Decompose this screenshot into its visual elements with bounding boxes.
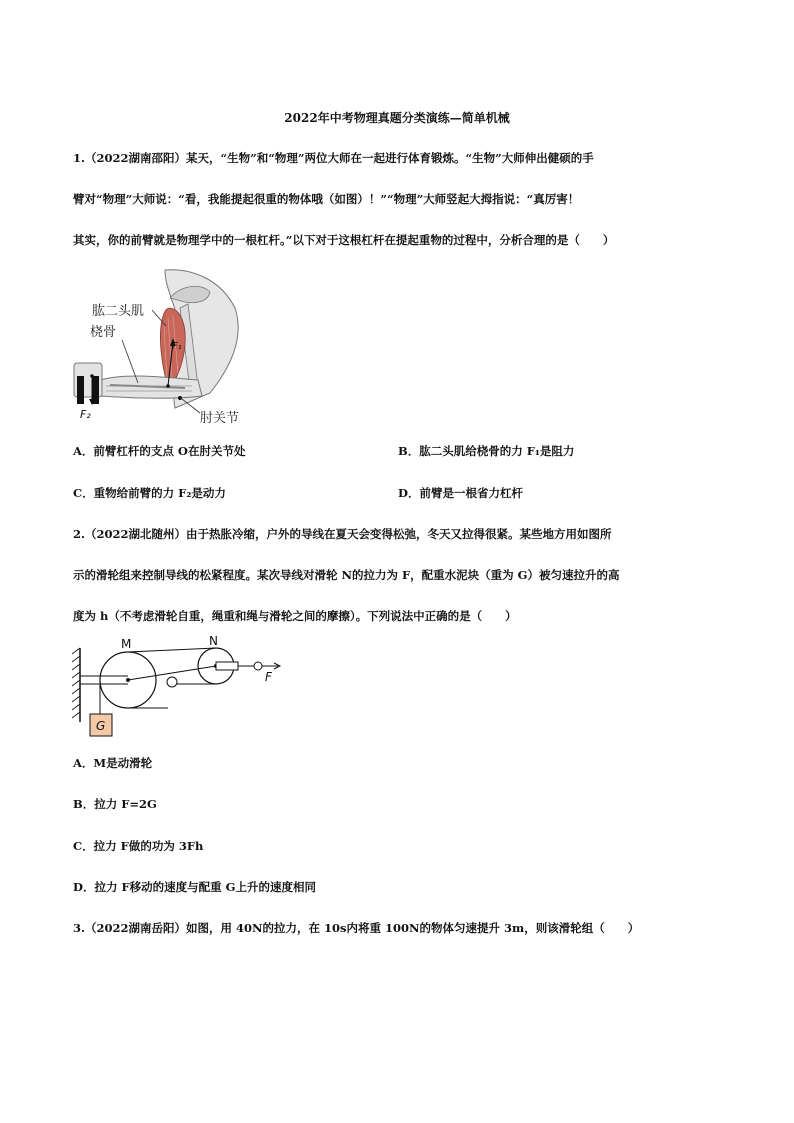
question-3-text-line-1: 3.（2022湖南岳阳）如图，用 40N的拉力，在 10s内将重 100N的物体匀速提升 3m，则该滑轮组（ ） — [73, 921, 640, 935]
question-1-text-line-2: 臂对“物理”大师说：“看，我能提起很重的物体哦（如图）！”“物理”大师竖起大拇指说：“真厉害！ — [73, 192, 580, 206]
question-2-option-c: C．拉力 F做的功为 3Fh — [73, 839, 204, 853]
label-radius: 桡骨 — [90, 325, 117, 340]
question-2-option-b: B．拉力 F=2G — [73, 797, 157, 811]
question-1-option-c: C．重物给前臂的力 F₂是动力 — [73, 486, 226, 500]
question-1-option-a: A．前臂杠杆的支点 O在肘关节处 — [73, 444, 246, 458]
label-elbow: 肘关节 — [200, 411, 240, 426]
arm-lever-figure — [70, 268, 260, 428]
label-pulley-n: N — [209, 636, 218, 648]
question-2-option-d: D．拉力 F移动的速度与配重 G上升的速度相同 — [73, 880, 316, 894]
pulley-system-figure — [68, 636, 288, 740]
page-title: 2022年中考物理真题分类演练—简单机械 — [284, 111, 510, 125]
label-f1: F₁ — [172, 341, 182, 352]
label-pulley-m: M — [121, 637, 132, 651]
question-1-text-line-3: 其实，你的前臂就是物理学中的一根杠杆。”以下对于这根杠杆在提起重物的过程中，分析合理的是（ ） — [73, 233, 615, 247]
label-biceps: 肱二头肌 — [92, 304, 145, 319]
question-1-option-b: B．肱二头肌给桡骨的力 F₁是阻力 — [398, 444, 575, 458]
question-2-text-line-2: 示的滑轮组来控制导线的松紧程度。某次导线对滑轮 N的拉力为 F，配重水泥块（重为 G）被匀速拉升的高 — [73, 568, 620, 582]
question-1-option-d: D．前臂是一根省力杠杆 — [398, 486, 523, 500]
label-f2: F₂ — [80, 408, 91, 421]
question-2-text-line-1: 2.（2022湖北随州）由于热胀冷缩，户外的导线在夏天会变得松弛，冬天又拉得很紧。某些地方用如图所 — [73, 527, 612, 541]
question-1-text-line-1: 1.（2022湖南邵阳）某天，“生物”和“物理”两位大师在一起进行体育锻炼。“生物”大师伸出健硕的手 — [73, 151, 594, 165]
question-2-option-a: A．M是动滑轮 — [73, 756, 153, 770]
label-force-f: F — [265, 670, 272, 684]
question-2-text-line-3: 度为 h（不考虑滑轮自重，绳重和绳与滑轮之间的摩擦）。下列说法中正确的是（ ） — [73, 609, 517, 623]
label-weight-g: G — [96, 719, 106, 733]
